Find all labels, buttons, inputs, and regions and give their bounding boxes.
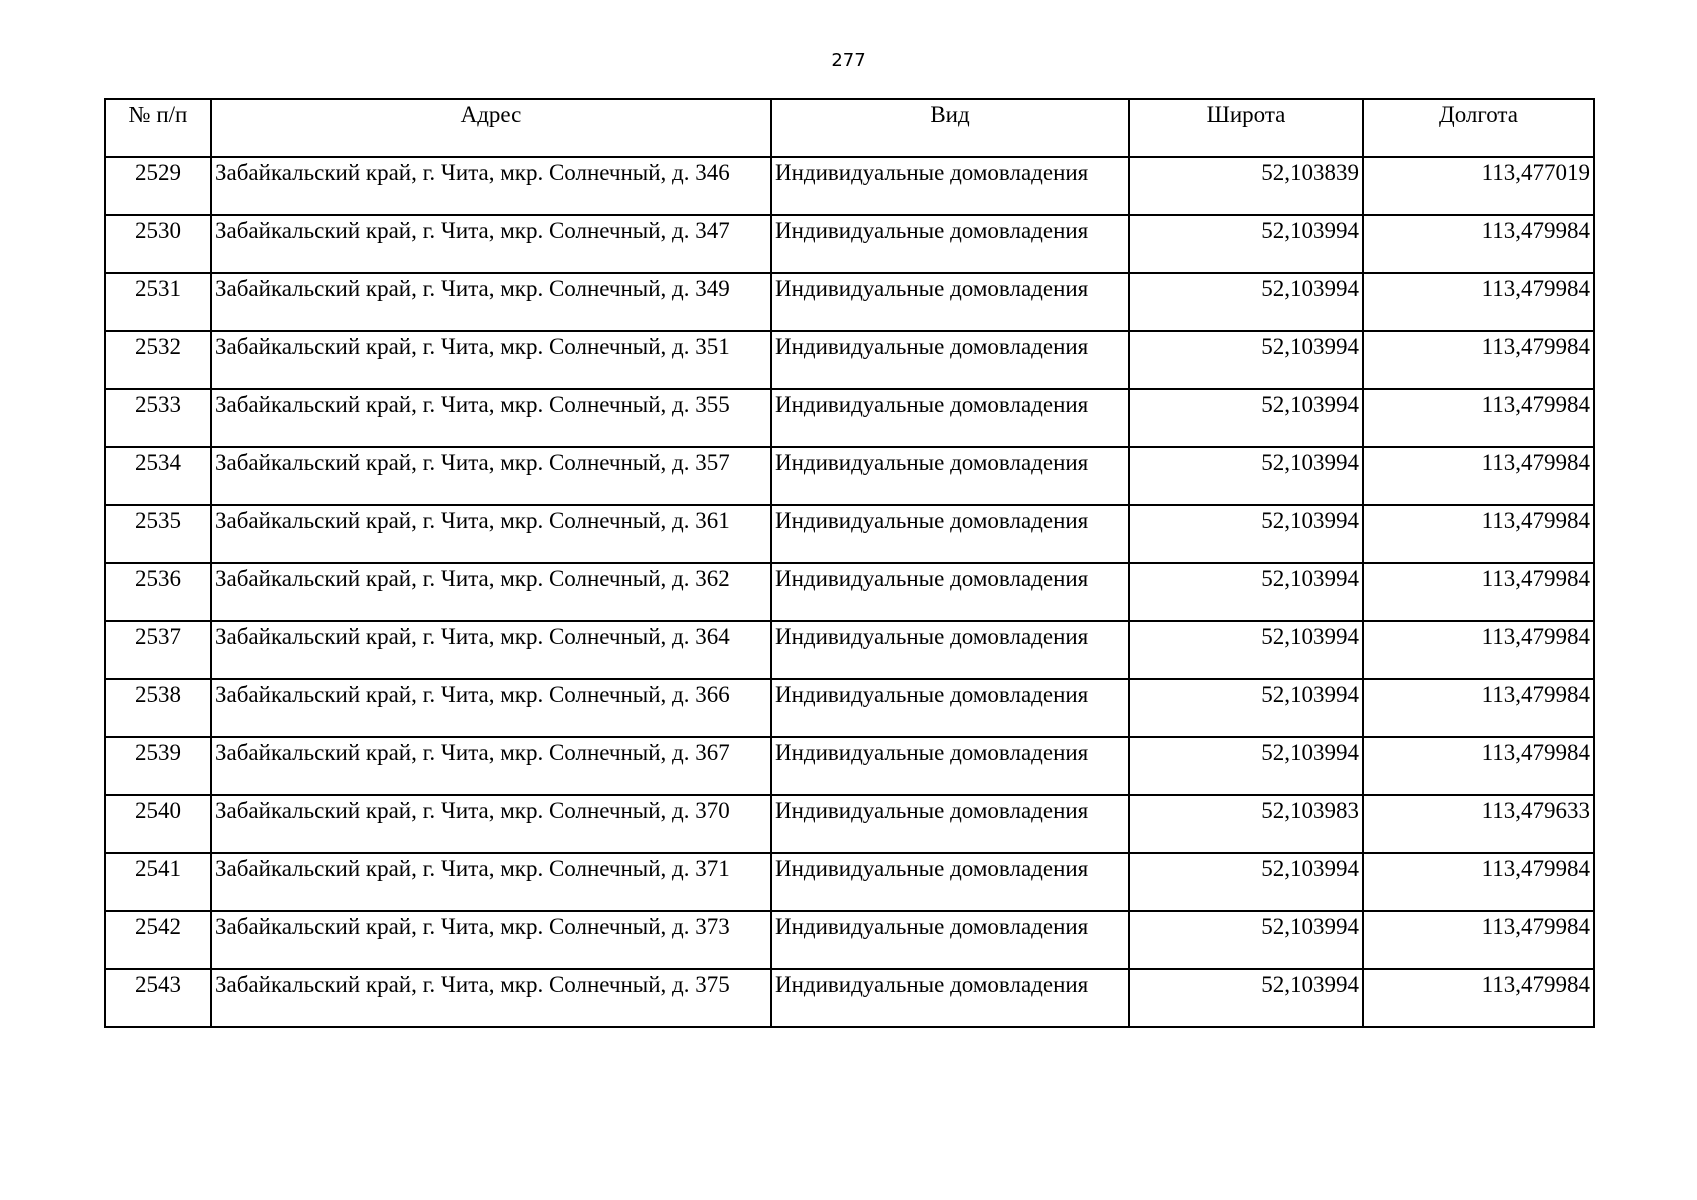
cell-address: Забайкальский край, г. Чита, мкр. Солнечный, д. 361 (211, 505, 771, 563)
cell-address: Забайкальский край, г. Чита, мкр. Солнечный, д. 375 (211, 969, 771, 1027)
cell-address: Забайкальский край, г. Чита, мкр. Солнечный, д. 373 (211, 911, 771, 969)
cell-address: Забайкальский край, г. Чита, мкр. Солнечный, д. 346 (211, 157, 771, 215)
cell-address: Забайкальский край, г. Чита, мкр. Солнечный, д. 366 (211, 679, 771, 737)
cell-longitude: 113,479984 (1363, 853, 1594, 911)
cell-num: 2538 (105, 679, 211, 737)
cell-num: 2542 (105, 911, 211, 969)
cell-kind: Индивидуальные домовладения (771, 505, 1129, 563)
table-row (105, 969, 1594, 1027)
cell-latitude: 52,103839 (1129, 157, 1363, 215)
cell-kind: Индивидуальные домовладения (771, 157, 1129, 215)
cell-kind: Индивидуальные домовладения (771, 795, 1129, 853)
cell-longitude: 113,479984 (1363, 969, 1594, 1027)
cell-longitude: 113,479984 (1363, 389, 1594, 447)
page-number: 277 (831, 50, 866, 71)
cell-kind: Индивидуальные домовладения (771, 563, 1129, 621)
cell-latitude: 52,103994 (1129, 853, 1363, 911)
cell-num: 2540 (105, 795, 211, 853)
header-address: Адрес (211, 99, 771, 157)
cell-num: 2541 (105, 853, 211, 911)
table-row (105, 331, 1594, 389)
cell-address: Забайкальский край, г. Чита, мкр. Солнечный, д. 351 (211, 331, 771, 389)
cell-latitude: 52,103994 (1129, 969, 1363, 1027)
cell-address: Забайкальский край, г. Чита, мкр. Солнечный, д. 357 (211, 447, 771, 505)
cell-num: 2536 (105, 563, 211, 621)
cell-num: 2534 (105, 447, 211, 505)
table-row (105, 273, 1594, 331)
cell-num: 2535 (105, 505, 211, 563)
cell-latitude: 52,103994 (1129, 331, 1363, 389)
cell-num: 2533 (105, 389, 211, 447)
cell-address: Забайкальский край, г. Чита, мкр. Солнечный, д. 349 (211, 273, 771, 331)
table-row (105, 215, 1594, 273)
cell-num: 2530 (105, 215, 211, 273)
table-row (105, 911, 1594, 969)
cell-kind: Индивидуальные домовладения (771, 621, 1129, 679)
cell-longitude: 113,479984 (1363, 679, 1594, 737)
table-row (105, 505, 1594, 563)
cell-longitude: 113,479984 (1363, 737, 1594, 795)
cell-num: 2531 (105, 273, 211, 331)
header-latitude: Широта (1129, 99, 1363, 157)
cell-longitude: 113,479984 (1363, 273, 1594, 331)
cell-latitude: 52,103994 (1129, 215, 1363, 273)
cell-num: 2543 (105, 969, 211, 1027)
cell-kind: Индивидуальные домовладения (771, 331, 1129, 389)
cell-num: 2532 (105, 331, 211, 389)
table-row (105, 157, 1594, 215)
cell-kind: Индивидуальные домовладения (771, 447, 1129, 505)
cell-kind: Индивидуальные домовладения (771, 737, 1129, 795)
cell-longitude: 113,479984 (1363, 621, 1594, 679)
cell-latitude: 52,103994 (1129, 563, 1363, 621)
cell-latitude: 52,103994 (1129, 273, 1363, 331)
cell-address: Забайкальский край, г. Чита, мкр. Солнечный, д. 355 (211, 389, 771, 447)
cell-kind: Индивидуальные домовладения (771, 389, 1129, 447)
table-row (105, 853, 1594, 911)
cell-latitude: 52,103994 (1129, 505, 1363, 563)
address-table (104, 98, 1595, 1028)
cell-longitude: 113,479984 (1363, 215, 1594, 273)
cell-longitude: 113,479984 (1363, 911, 1594, 969)
header-num: № п/п (105, 99, 211, 157)
cell-address: Забайкальский край, г. Чита, мкр. Солнечный, д. 370 (211, 795, 771, 853)
cell-latitude: 52,103994 (1129, 389, 1363, 447)
table-row (105, 389, 1594, 447)
table-row (105, 795, 1594, 853)
cell-kind: Индивидуальные домовладения (771, 215, 1129, 273)
cell-address: Забайкальский край, г. Чита, мкр. Солнечный, д. 367 (211, 737, 771, 795)
table-header-row (105, 99, 1594, 157)
header-kind: Вид (771, 99, 1129, 157)
table-row (105, 447, 1594, 505)
cell-kind: Индивидуальные домовладения (771, 911, 1129, 969)
cell-kind: Индивидуальные домовладения (771, 679, 1129, 737)
cell-latitude: 52,103994 (1129, 621, 1363, 679)
cell-latitude: 52,103983 (1129, 795, 1363, 853)
cell-longitude: 113,479984 (1363, 505, 1594, 563)
table-row (105, 737, 1594, 795)
cell-num: 2529 (105, 157, 211, 215)
cell-latitude: 52,103994 (1129, 737, 1363, 795)
cell-latitude: 52,103994 (1129, 911, 1363, 969)
table-row (105, 621, 1594, 679)
cell-address: Забайкальский край, г. Чита, мкр. Солнечный, д. 347 (211, 215, 771, 273)
cell-address: Забайкальский край, г. Чита, мкр. Солнечный, д. 364 (211, 621, 771, 679)
cell-kind: Индивидуальные домовладения (771, 273, 1129, 331)
cell-address: Забайкальский край, г. Чита, мкр. Солнечный, д. 371 (211, 853, 771, 911)
header-longitude: Долгота (1363, 99, 1594, 157)
cell-num: 2537 (105, 621, 211, 679)
cell-latitude: 52,103994 (1129, 447, 1363, 505)
cell-latitude: 52,103994 (1129, 679, 1363, 737)
table-row (105, 563, 1594, 621)
cell-longitude: 113,477019 (1363, 157, 1594, 215)
cell-address: Забайкальский край, г. Чита, мкр. Солнечный, д. 362 (211, 563, 771, 621)
cell-longitude: 113,479984 (1363, 331, 1594, 389)
cell-kind: Индивидуальные домовладения (771, 853, 1129, 911)
cell-longitude: 113,479984 (1363, 447, 1594, 505)
cell-longitude: 113,479984 (1363, 563, 1594, 621)
cell-longitude: 113,479633 (1363, 795, 1594, 853)
table-row (105, 679, 1594, 737)
cell-kind: Индивидуальные домовладения (771, 969, 1129, 1027)
cell-num: 2539 (105, 737, 211, 795)
